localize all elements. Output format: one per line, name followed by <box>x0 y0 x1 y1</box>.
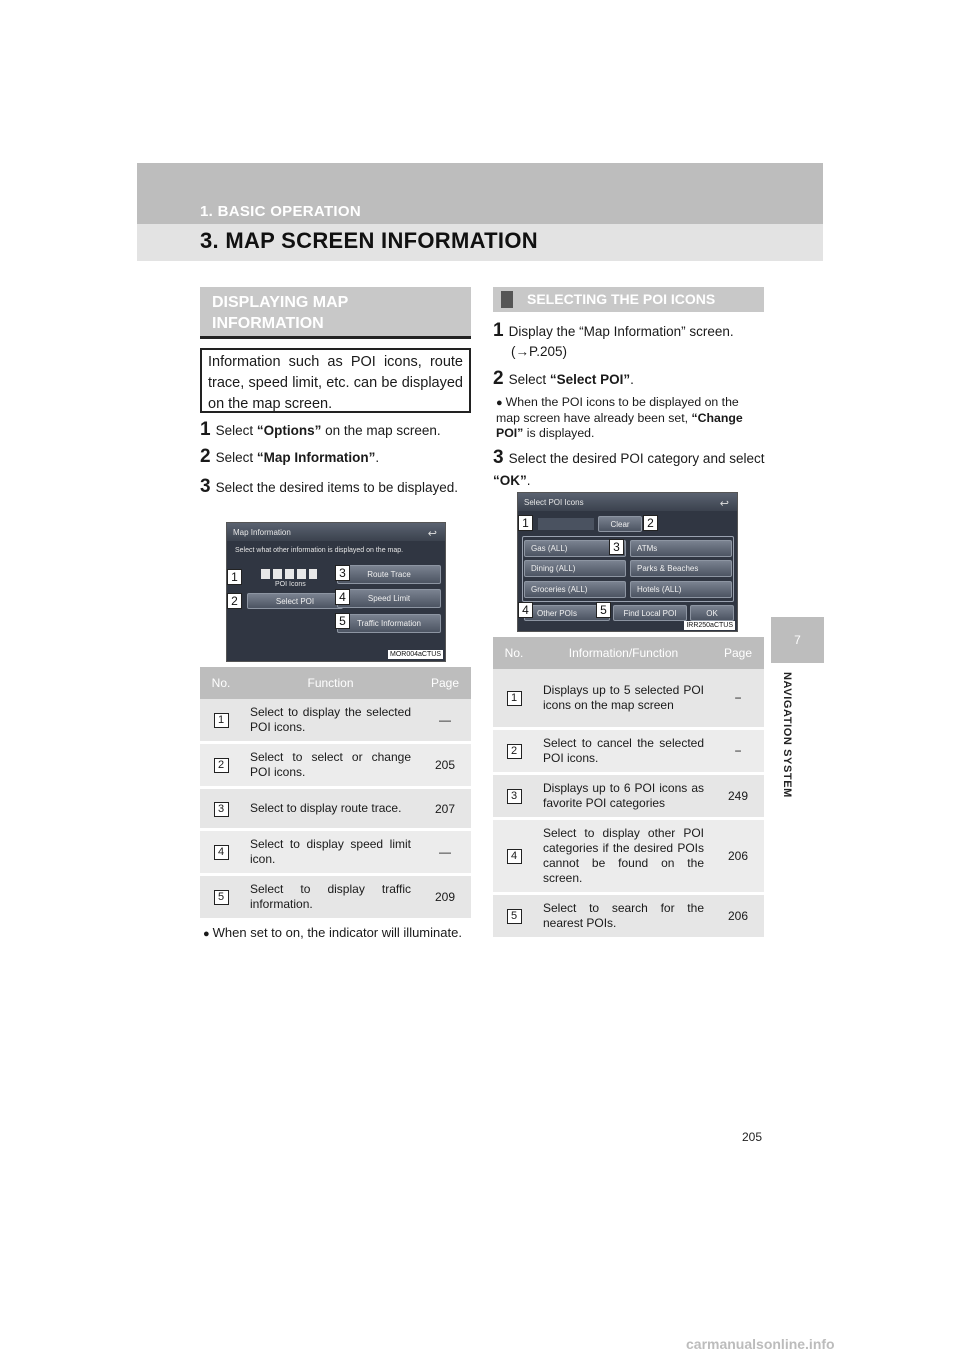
row-page: 207 <box>419 788 471 830</box>
back-icon: ↩ <box>719 498 729 510</box>
row-page: 209 <box>419 875 471 920</box>
step-bold: “Options” <box>256 423 322 438</box>
table-row <box>200 875 471 920</box>
step-text: . <box>526 473 531 488</box>
row-number: 3 <box>507 789 522 804</box>
row-number: 4 <box>214 845 229 860</box>
poi-slot-area <box>538 518 594 530</box>
watermark: carmanualsonline.info <box>686 1336 835 1352</box>
heading-text: SELECTING THE POI ICONS <box>527 291 716 307</box>
atms-category-button[interactable]: ATMs <box>630 540 732 557</box>
route-trace-button[interactable]: Route Trace <box>337 565 441 584</box>
bullet-text: When the POI icons to be displayed on the map screen have already been set, <box>496 395 739 425</box>
callout-5: 5 <box>335 613 350 629</box>
heading-marker <box>501 291 513 308</box>
other-pois-button[interactable]: Other POIs <box>524 605 610 621</box>
column-header: No. <box>200 667 242 699</box>
table-row <box>200 788 471 830</box>
step-text: Select the desired POI category and select <box>508 451 765 466</box>
find-local-poi-button[interactable]: Find Local POI <box>613 605 687 621</box>
row-function: Select to display route trace. <box>242 788 419 830</box>
row-function: Displays up to 5 selected POI icons on the map screen <box>535 669 712 728</box>
function-table-left <box>200 667 471 921</box>
step-bold: “Select POI” <box>549 372 631 387</box>
hotels-category-button[interactable]: Hotels (ALL) <box>630 581 732 598</box>
row-function: Select to display traffic information. <box>242 875 419 920</box>
row-page: 206 <box>712 818 764 893</box>
row-page: 249 <box>712 773 764 818</box>
step-1 <box>200 420 475 441</box>
step-number: 2 <box>200 446 211 467</box>
callout-1: 1 <box>518 515 533 531</box>
step-2 <box>200 447 475 468</box>
step-text: . <box>630 372 634 387</box>
right-step-1 <box>493 321 768 362</box>
row-number: 1 <box>507 691 522 706</box>
page-reference: (→P.205) <box>511 344 568 359</box>
intro-box: Information such as POI icons, route trace, speed limit, etc. can be displayed on the map screen. <box>200 348 471 413</box>
row-page: 205 <box>419 743 471 788</box>
row-number: 5 <box>214 890 229 905</box>
table-row <box>493 669 764 728</box>
select-poi-button[interactable]: Select POI <box>247 593 343 609</box>
bullet-bold: “Change POI” <box>496 411 743 440</box>
step-number: 3 <box>493 447 504 468</box>
page-title: 3. MAP SCREEN INFORMATION <box>200 228 538 253</box>
row-number: 3 <box>214 802 229 817</box>
column-header: Information/Function <box>535 637 712 669</box>
row-page: − <box>712 728 764 773</box>
callout-4: 4 <box>335 589 350 605</box>
row-page: — <box>419 830 471 875</box>
column-header: Function <box>242 667 419 699</box>
row-page: 206 <box>712 893 764 938</box>
ok-button[interactable]: OK <box>690 605 734 621</box>
right-step-3 <box>493 447 768 492</box>
column-header: Page <box>419 667 471 699</box>
step-number: 1 <box>200 419 211 440</box>
table-row <box>493 893 764 938</box>
column-header: No. <box>493 637 535 669</box>
table-row <box>200 699 471 743</box>
row-number: 4 <box>507 849 522 864</box>
poi-icon-slots <box>261 569 317 579</box>
column-header: Page <box>712 637 764 669</box>
callout-3: 3 <box>335 565 350 581</box>
figure-code: IRR250aCTUS <box>686 622 733 629</box>
screen-title: Select POI Icons <box>524 498 584 507</box>
back-icon: ↩ <box>427 528 437 540</box>
dining-category-button[interactable]: Dining (ALL) <box>524 560 626 577</box>
function-table-right <box>493 637 764 940</box>
row-number: 2 <box>214 758 229 773</box>
bullet-icon: ● <box>496 397 503 409</box>
row-page: − <box>712 669 764 728</box>
table-row <box>200 830 471 875</box>
section-label: 1. BASIC OPERATION <box>200 203 361 220</box>
note-text: When set to on, the indicator will illuminate. <box>212 925 462 940</box>
callout-2: 2 <box>227 593 242 609</box>
table-row <box>493 773 764 818</box>
row-function: Select to select or change POI icons. <box>242 743 419 788</box>
bullet-icon: ● <box>203 928 210 940</box>
callout-4: 4 <box>518 602 533 618</box>
step-number: 1 <box>493 320 504 341</box>
screen-title: Map Information <box>233 528 291 537</box>
page-number: 205 <box>742 1130 763 1144</box>
step-number: 2 <box>493 368 504 389</box>
step-text: Select <box>215 423 257 438</box>
step-text: Select <box>215 450 257 465</box>
select-poi-icons-screenshot <box>517 492 738 632</box>
speed-limit-button[interactable]: Speed Limit <box>337 589 441 608</box>
row-function: Select to search for the nearest POIs. <box>535 893 712 938</box>
callout-5: 5 <box>596 602 611 618</box>
row-function: Select to display speed limit icon. <box>242 830 419 875</box>
step-bold: “Map Information” <box>256 450 376 465</box>
poi-icons-label: POI Icons <box>275 581 306 588</box>
parks-category-button[interactable]: Parks & Beaches <box>630 560 732 577</box>
groceries-category-button[interactable]: Groceries (ALL) <box>524 581 626 598</box>
bullet-text: is displayed. <box>523 426 595 440</box>
section-heading-left: DISPLAYING MAP INFORMATION <box>200 287 471 339</box>
callout-1: 1 <box>227 569 242 585</box>
section-heading-right <box>493 287 764 312</box>
step-bold: “OK” <box>493 473 527 488</box>
table-row <box>493 728 764 773</box>
step-text: . <box>375 450 380 465</box>
traffic-information-button[interactable]: Traffic Information <box>337 614 441 633</box>
callout-2: 2 <box>643 515 658 531</box>
table-row <box>200 743 471 788</box>
right-bullet <box>496 395 764 441</box>
chapter-label: NAVIGATION SYSTEM <box>781 672 793 798</box>
step-text: Select <box>508 372 550 387</box>
step-text: Select the desired items to be displayed. <box>215 480 458 495</box>
row-function: Select to cancel the selected POI icons. <box>535 728 712 773</box>
figure-code: MOR004aCTUS <box>390 651 441 658</box>
chapter-tab: 7 <box>771 617 824 663</box>
row-function: Select to display other POI categories if the desired POIs cannot be found on the screen. <box>535 818 712 893</box>
row-number: 5 <box>507 909 522 924</box>
row-number: 1 <box>214 713 229 728</box>
right-step-2 <box>493 369 768 390</box>
step-number: 3 <box>200 476 211 497</box>
callout-3: 3 <box>609 539 624 555</box>
step-text: on the map screen. <box>321 423 441 438</box>
row-function: Displays up to 6 POI icons as favorite POI categories <box>535 773 712 818</box>
gas-category-button[interactable]: Gas (ALL) <box>524 540 626 557</box>
step-3 <box>200 477 475 498</box>
step-text: Display the “Map Information” screen. <box>508 324 734 339</box>
row-page: — <box>419 699 471 743</box>
row-number: 2 <box>507 744 522 759</box>
screen-subtitle: Select what other information is displayed on the map. <box>235 547 404 554</box>
note-bullet <box>203 925 471 942</box>
clear-button[interactable]: Clear <box>598 516 642 532</box>
row-function: Select to display the selected POI icons. <box>242 699 419 743</box>
table-row <box>493 818 764 893</box>
